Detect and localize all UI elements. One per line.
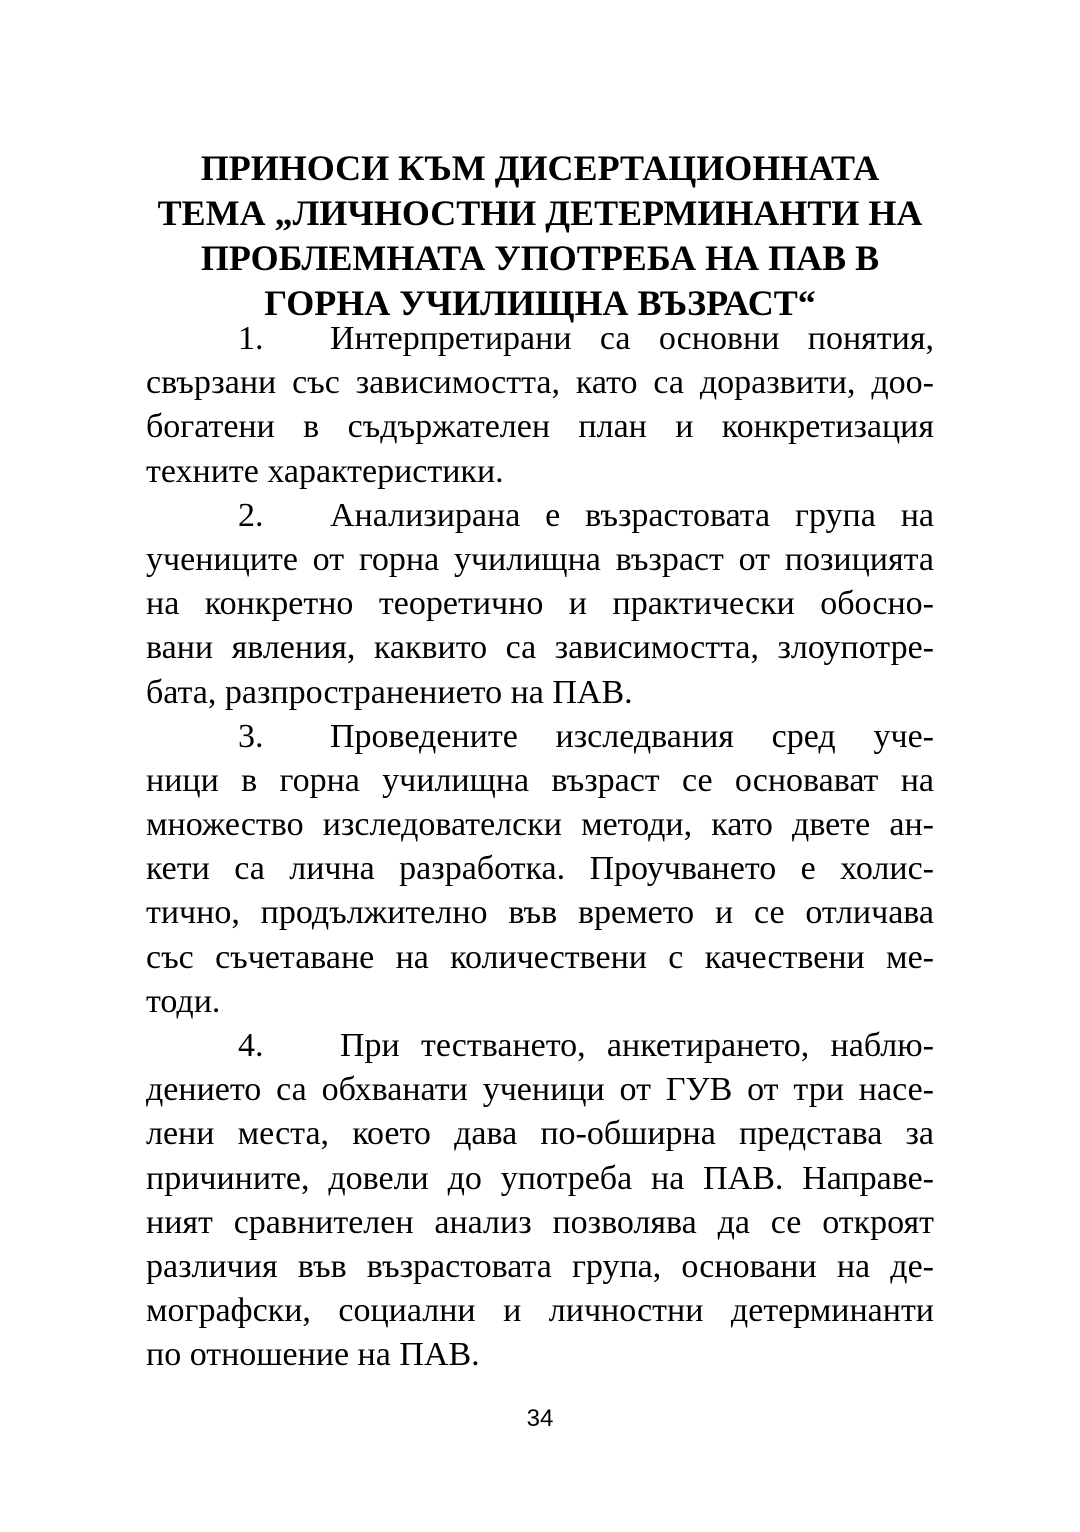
item-line: на конкретно теоретично и практически обосно- [146,585,934,623]
item-line: Интерпретирани са основни понятия, [330,320,934,357]
item-line: причините, довели до употреба на ПАВ. Направе- [146,1159,934,1197]
item-line: Проведените изследвания сред уче- [330,717,934,755]
item-line: ният сравнителен анализ позволява да се откроят [146,1203,934,1241]
item-line: бата, разпространението на ПАВ. [146,673,633,711]
item-line: вани явления, каквито са зависимостта, злоупотре- [146,629,934,667]
title-line: ТЕМА „ЛИЧНОСТНИ ДЕТЕРМИНАНТИ НА [157,193,923,233]
list-item [146,317,934,494]
title-line: ПРИНОСИ КЪМ ДИСЕРТАЦИОННАТА [200,148,880,188]
item-line: със съчетаване на количествени с качествени ме- [146,938,934,976]
item-line: ници в горна училищна възраст се основават на [146,761,934,799]
item-line: дението са обхванати ученици от ГУВ от три насе- [146,1071,934,1109]
page-number: 34 [526,1405,554,1432]
item-line: тично, продължително във времето и се отличава [146,894,934,932]
list-item [146,494,934,715]
title-line: ГОРНА УЧИЛИЩНА ВЪЗРАСТ“ [264,283,816,323]
page-title [100,146,980,326]
item-line: лени места, което дава по-обширна представа за [146,1115,934,1153]
item-line: мографски, социални и личностни детерминанти [146,1292,934,1330]
item-number: 3. [238,717,264,755]
item-line: кети са лична разработка. Проучването е холис- [146,850,934,888]
item-line: техните характеристики. [146,452,504,490]
item-line: по отношение на ПАВ. [146,1336,480,1374]
title-line: ПРОБЛЕМНАТА УПОТРЕБА НА ПАВ В [200,238,880,278]
item-line: свързани със зависимостта, като са доразвити, доо- [146,364,934,402]
item-number: 1. [238,320,264,357]
list-item [146,715,934,1024]
item-number: 4. [238,1027,264,1064]
item-line: тоди. [146,982,221,1020]
item-line: богатени в съдържателен план и конкретизация [146,408,934,446]
contributions-list [146,317,934,1378]
item-number: 2. [238,496,264,534]
item-line: различия във възрастовата група, основани на де- [146,1247,934,1285]
item-line: Анализирана е възрастовата група на [330,496,934,534]
list-item [146,1024,934,1378]
item-line: множество изследователски методи, като двете ан- [146,806,934,844]
item-line: учениците от горна училищна възраст от позицията [146,540,934,578]
item-line: При тестването, анкетирането, наблю- [340,1027,934,1064]
